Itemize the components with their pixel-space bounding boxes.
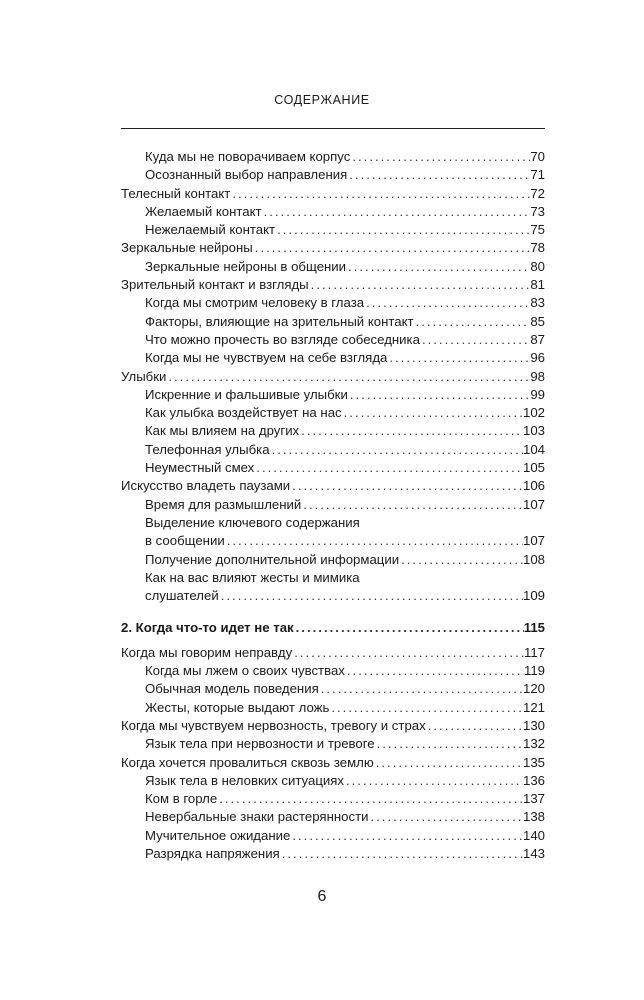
toc-entry-title: Разрядка напряжения: [145, 845, 280, 861]
toc-entry-page: 136: [522, 772, 545, 788]
toc-entry-title: Что можно прочесть во взгляде собеседника: [145, 331, 420, 347]
running-header: СОДЕРЖАНИЕ: [274, 93, 370, 107]
toc-subentry: [121, 258, 545, 276]
toc-entry-title: Когда мы смотрим человеку в глаза: [145, 295, 365, 311]
toc-entry-page: 120: [522, 681, 545, 697]
toc-entry-page: 102: [522, 405, 545, 421]
toc-subentry: [121, 349, 545, 367]
toc-chapter-entry: [121, 276, 545, 294]
toc-entry-title: Осознанный выбор направления: [145, 167, 348, 183]
toc-subentry: [121, 790, 545, 808]
toc-subentry: [121, 166, 545, 184]
toc-entry-title: Желаемый контакт: [145, 203, 262, 219]
toc-subentry: [121, 294, 545, 312]
toc-entry-title: Когда мы лжем о своих чувствах: [145, 663, 345, 679]
toc-entry-title: Зрительный контакт и взгляды: [121, 277, 309, 293]
dot-leader: [368, 808, 523, 826]
dot-leader: [225, 532, 523, 550]
toc-entry-title: Телефонная улыбка: [145, 441, 270, 457]
toc-subentry: [121, 459, 545, 477]
toc-entry-title: Когда мы говорим неправду: [121, 644, 293, 660]
dot-leader: [426, 717, 523, 735]
dot-leader: [374, 754, 523, 772]
toc-subentry: [121, 313, 545, 331]
dot-leader: [399, 551, 523, 569]
page-number: 6: [317, 888, 327, 905]
toc-subentry: [121, 827, 545, 845]
dot-leader: [342, 404, 523, 422]
toc-chapter-entry: [121, 368, 545, 386]
toc-entry-page: 73: [530, 203, 545, 219]
toc-entry-page: 96: [530, 350, 545, 366]
toc-entry-page: 130: [522, 717, 545, 733]
toc-chapter-entry: [121, 754, 545, 772]
toc-subentry: [121, 551, 545, 569]
toc-chapter-entry: [121, 185, 545, 203]
toc-entry-title: Время для размышлений: [145, 496, 302, 512]
toc-entry-page: 104: [522, 441, 545, 457]
toc-entry-title: Неуместный смех: [145, 460, 255, 476]
toc-entry-title: Нежелаемый контакт: [145, 222, 276, 238]
toc-entry-page: 115: [523, 620, 545, 636]
toc-entry-title: Жесты, которые выдают ложь: [145, 699, 330, 715]
dot-leader: [262, 203, 531, 221]
dot-leader: [301, 496, 523, 514]
toc-entry-title: Как улыбка воздействует на нас: [145, 405, 342, 421]
toc-entry-page: 135: [522, 754, 545, 770]
toc-entry-page: 132: [522, 736, 545, 752]
toc-entry-title: 2. Когда что-то идет не так: [121, 620, 294, 636]
dot-leader: [299, 422, 523, 440]
toc-entry-page: 105: [522, 460, 545, 476]
toc-entry-title: Искренние и фальшивые улыбки: [145, 386, 348, 402]
toc-entry-page: 119: [523, 663, 545, 679]
toc-entry-title: Язык тела при нервозности и тревоге: [145, 736, 375, 752]
dot-leader: [346, 258, 530, 276]
dot-leader: [414, 313, 531, 331]
toc-entry-title-line1: Выделение ключевого содержания: [145, 514, 360, 530]
toc-subentry: [121, 221, 545, 239]
toc-subentry: [121, 662, 545, 680]
dot-leader: [290, 477, 523, 495]
toc-subentry: [121, 386, 545, 404]
dot-leader: [230, 185, 530, 203]
toc-subentry: [121, 699, 545, 717]
toc-subentry: [121, 203, 545, 221]
toc-subentry: [121, 772, 545, 790]
toc-entry-title: Мучительное ожидание: [145, 827, 291, 843]
toc-entry-page: 70: [530, 149, 545, 164]
dot-leader: [292, 644, 524, 662]
dot-leader: [319, 680, 523, 698]
toc-entry-page: 87: [530, 331, 545, 347]
toc-entry-title: Телесный контакт: [121, 185, 231, 201]
toc-entry-page: 107: [522, 533, 545, 549]
toc-entry-title: Улыбки: [121, 368, 167, 384]
toc-subentry: [121, 441, 545, 459]
toc-entry-page: 103: [522, 423, 545, 439]
table-of-contents: [121, 148, 545, 863]
toc-entry-page: 107: [522, 496, 545, 512]
toc-subentry: [121, 808, 545, 826]
dot-leader: [280, 845, 523, 863]
toc-subentry: [121, 331, 545, 349]
toc-entry-title: Обычная модель поведения: [145, 681, 319, 697]
toc-entry-page: 85: [530, 313, 545, 329]
dot-leader: [350, 148, 530, 166]
toc-entry-page: 143: [522, 845, 545, 861]
dot-leader: [348, 386, 531, 404]
toc-entry-title: Зеркальные нейроны в общении: [145, 258, 347, 274]
toc-chapter-entry: [121, 239, 545, 257]
toc-part-heading: [121, 619, 545, 637]
toc-subentry: [121, 422, 545, 440]
toc-entry-page: 117: [523, 644, 545, 660]
dot-leader: [275, 221, 530, 239]
dot-leader: [375, 735, 523, 753]
toc-entry-page: 81: [530, 277, 545, 293]
toc-entry-title: Как мы влияем на других: [145, 423, 300, 439]
toc-subentry: [121, 496, 545, 514]
toc-entry-title: Когда мы не чувствуем на себе взгляда: [145, 350, 388, 366]
toc-chapter-entry: [121, 644, 545, 662]
toc-entry-page: 138: [522, 809, 545, 825]
toc-entry-title: Невербальные знаки растерянности: [145, 809, 369, 825]
toc-entry-page: 121: [522, 699, 545, 715]
toc-chapter-entry: [121, 477, 545, 495]
toc-entry-page: 71: [530, 167, 545, 183]
toc-entry-page: 83: [530, 295, 545, 311]
dot-leader: [347, 166, 530, 184]
toc-subentry: [121, 735, 545, 753]
dot-leader: [270, 441, 523, 459]
toc-entry-title-line1: Как на вас влияют жесты и мимика: [145, 569, 360, 585]
toc-subentry: [121, 148, 545, 166]
toc-entry-page: 109: [522, 588, 545, 604]
dot-leader: [387, 349, 530, 367]
dot-leader: [344, 772, 523, 790]
header-rule: [121, 128, 545, 129]
dot-leader: [364, 294, 530, 312]
dot-leader: [254, 459, 523, 477]
toc-subentry: [121, 569, 545, 606]
toc-entry-title: Язык тела в неловких ситуациях: [145, 772, 344, 788]
toc-entry-page: 99: [530, 386, 545, 402]
toc-subentry: [121, 514, 545, 551]
toc-entry-page: 78: [530, 240, 545, 256]
toc-entry-title: Факторы, влияющие на зрительный контакт: [145, 313, 414, 329]
dot-leader: [309, 276, 531, 294]
toc-subentry: [121, 404, 545, 422]
dot-leader: [294, 619, 524, 637]
toc-entry-title: Получение дополнительной информации: [145, 551, 400, 567]
dot-leader: [329, 699, 523, 717]
toc-entry-page: 72: [530, 185, 545, 201]
dot-leader: [420, 331, 530, 349]
dot-leader: [219, 587, 523, 605]
toc-subentry: [121, 845, 545, 863]
dot-leader: [253, 239, 531, 257]
toc-entry-title: Когда мы чувствуем нервозность, тревогу и страх: [121, 717, 426, 733]
toc-entry-title: Искусство владеть паузами: [121, 478, 291, 494]
toc-chapter-entry: [121, 717, 545, 735]
dot-leader: [345, 662, 524, 680]
toc-entry-page: 80: [530, 258, 545, 274]
toc-entry-title: Куда мы не поворачиваем корпус: [145, 149, 351, 164]
toc-entry-page: 106: [522, 478, 545, 494]
toc-entry-page: 98: [530, 368, 545, 384]
toc-entry-title: слушателей: [145, 588, 219, 604]
toc-subentry: [121, 680, 545, 698]
toc-entry-page: 75: [530, 222, 545, 238]
toc-entry-page: 137: [522, 791, 545, 807]
dot-leader: [290, 827, 523, 845]
toc-entry-title: Зеркальные нейроны: [121, 240, 253, 256]
toc-entry-page: 140: [522, 827, 545, 843]
toc-entry-title: Когда хочется провалиться сквозь землю: [121, 754, 374, 770]
dot-leader: [166, 368, 530, 386]
dot-leader: [217, 790, 523, 808]
toc-entry-title: Ком в горле: [145, 791, 218, 807]
toc-entry-page: 108: [522, 551, 545, 567]
toc-entry-title: в сообщении: [145, 533, 225, 549]
